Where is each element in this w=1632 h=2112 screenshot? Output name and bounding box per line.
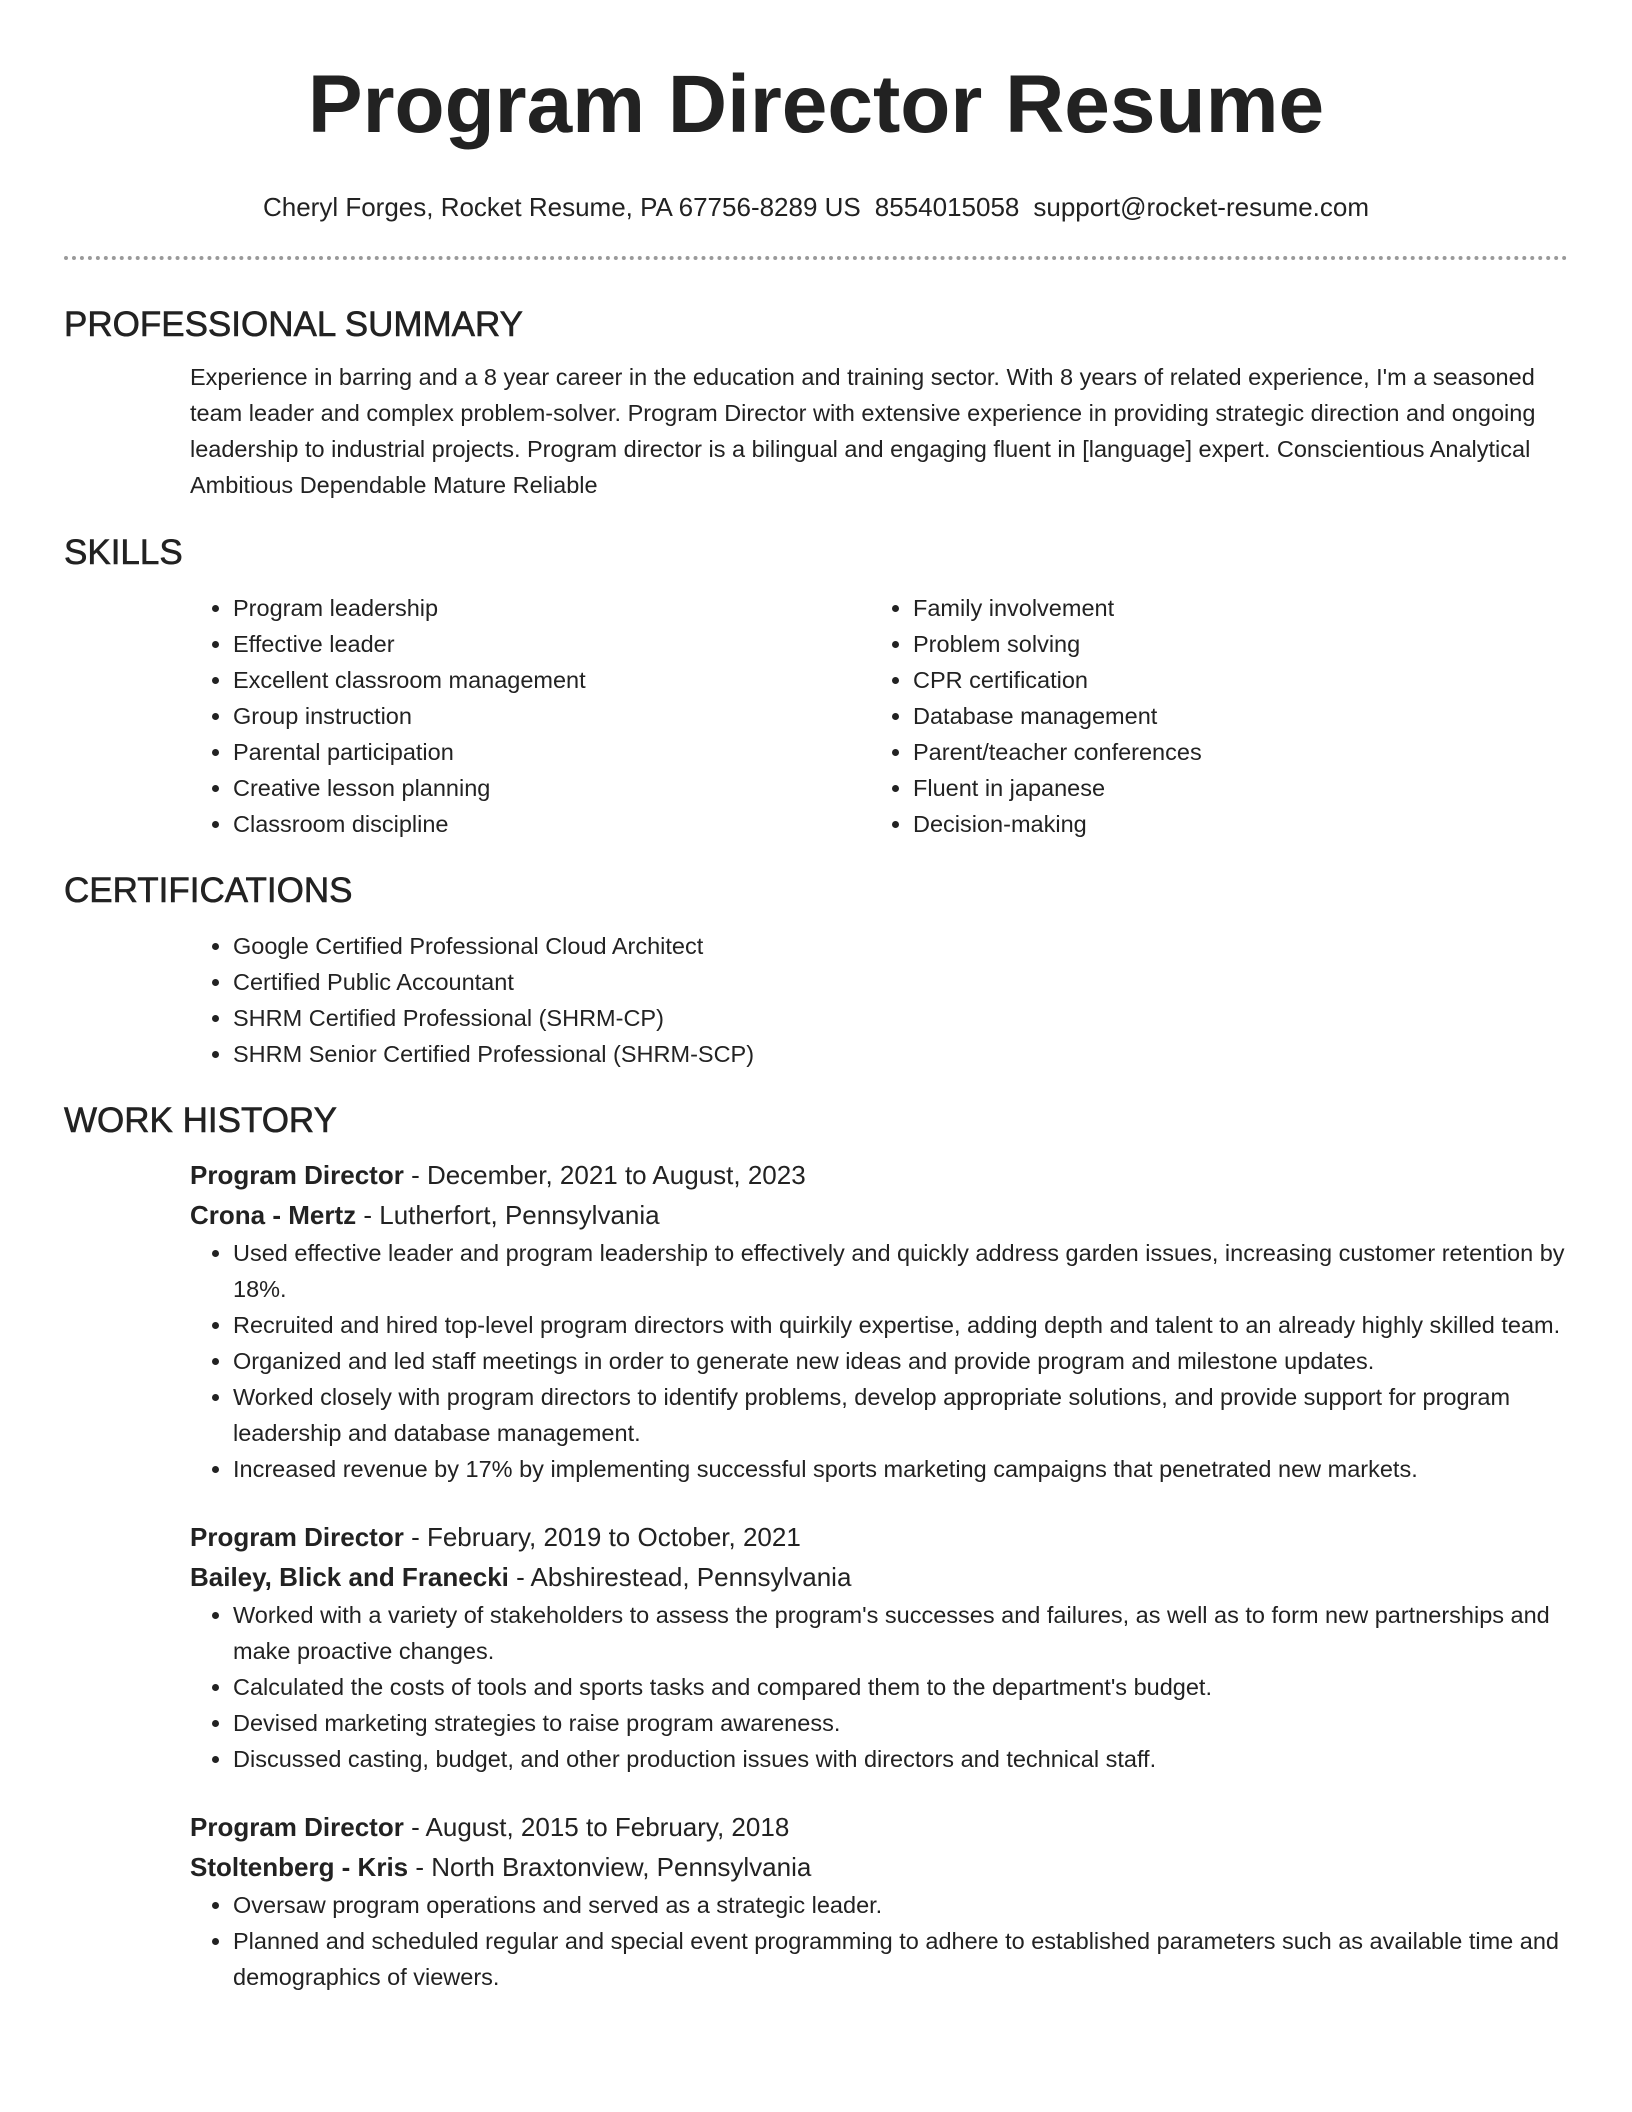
job-bullet: • Recruited and hired top-level program directors with quirkily expertise, adding depth and talent to an already highly skilled team.	[233, 1307, 1568, 1343]
skills-column-right	[870, 590, 1550, 842]
skill-item: • Parent/teacher conferences	[913, 734, 1550, 770]
job-bullet: • Worked closely with program directors to identify problems, develop appropriate solutions, and provide support for program leadership and database management.	[233, 1379, 1568, 1451]
job-entry	[190, 1517, 1568, 1777]
skill-item: • Group instruction	[233, 698, 870, 734]
summary-heading: PROFESSIONAL SUMMARY	[64, 305, 523, 344]
job-company-line	[190, 1557, 1568, 1597]
job-bullet: • Used effective leader and program leadership to effectively and quickly address garden issues, increasing customer retention by 18%.	[233, 1235, 1568, 1307]
job-responsibilities	[190, 1235, 1568, 1487]
work-history-heading: WORK HISTORY	[64, 1101, 337, 1140]
job-bullet: • Increased revenue by 17% by implementing successful sports marketing campaigns that penetrated new markets.	[233, 1451, 1568, 1487]
job-location: - Abshirestead, Pennsylvania	[508, 1562, 852, 1592]
certification-item: • SHRM Senior Certified Professional (SHRM-SCP)	[233, 1036, 1568, 1072]
skill-item: • Effective leader	[233, 626, 870, 662]
job-entry	[190, 1155, 1568, 1487]
contact-phone: 8554015058	[874, 192, 1020, 222]
job-title: Program Director	[190, 1522, 404, 1552]
job-title-line	[190, 1155, 1568, 1195]
job-bullet: • Worked with a variety of stakeholders to assess the program's successes and failures, as well as to form new partnerships and make proactive changes.	[233, 1597, 1568, 1669]
job-responsibilities	[190, 1597, 1568, 1777]
job-bullet: • Discussed casting, budget, and other production issues with directors and technical staff.	[233, 1741, 1568, 1777]
certifications-heading: CERTIFICATIONS	[64, 871, 353, 910]
job-location: - North Braxtonview, Pennsylvania	[408, 1852, 812, 1882]
job-title: Program Director	[190, 1812, 404, 1842]
certification-item: • Google Certified Professional Cloud Architect	[233, 928, 1568, 964]
job-bullet: • Oversaw program operations and served as a strategic leader.	[233, 1887, 1568, 1923]
job-location: - Lutherfort, Pennsylvania	[356, 1200, 660, 1230]
job-dates: - December, 2021 to August, 2023	[403, 1160, 806, 1190]
job-company: Bailey, Blick and Franecki	[190, 1562, 509, 1592]
job-bullet: • Calculated the costs of tools and sports tasks and compared them to the department's budget.	[233, 1669, 1568, 1705]
resume-title: Program Director Resume	[307, 59, 1325, 150]
skill-item: • Decision-making	[913, 806, 1550, 842]
certifications-list	[190, 928, 1568, 1072]
job-company-line	[190, 1847, 1568, 1887]
job-dates: - February, 2019 to October, 2021	[403, 1522, 801, 1552]
skills-column-left	[190, 590, 870, 842]
skill-item: • Family involvement	[913, 590, 1550, 626]
skill-item: • Parental participation	[233, 734, 870, 770]
skill-item: • Fluent in japanese	[913, 770, 1550, 806]
job-dates: - August, 2015 to February, 2018	[403, 1812, 790, 1842]
job-responsibilities	[190, 1887, 1568, 1995]
summary-text: Experience in barring and a 8 year career in the education and training sector. With 8 years of related experience, I'm a seasoned team leader and complex problem-solver. Program Director with extensive experience in providing strategic direction and ongoing leadership to industrial projects. Program director is a bilingual and engaging fluent in [language] expert. Conscientious Analytical Ambitious Dependable Mature Reliable	[190, 364, 1536, 498]
skills-heading: SKILLS	[64, 533, 183, 572]
skill-item: • Classroom discipline	[233, 806, 870, 842]
skill-item: • CPR certification	[913, 662, 1550, 698]
job-company-line	[190, 1195, 1568, 1235]
contact-line	[64, 191, 1568, 223]
job-bullet: • Organized and led staff meetings in order to generate new ideas and provide program and milestone updates.	[233, 1343, 1568, 1379]
certification-item: • Certified Public Accountant	[233, 964, 1568, 1000]
skill-item: • Excellent classroom management	[233, 662, 870, 698]
job-entry	[190, 1807, 1568, 1995]
job-title: Program Director	[190, 1160, 404, 1190]
skill-item: • Database management	[913, 698, 1550, 734]
skill-item: • Problem solving	[913, 626, 1550, 662]
skills-list	[190, 590, 1568, 842]
certification-item: • SHRM Certified Professional (SHRM-CP)	[233, 1000, 1568, 1036]
job-title-line	[190, 1807, 1568, 1847]
contact-email: support@rocket-resume.com	[1033, 192, 1370, 222]
job-bullet: • Devised marketing strategies to raise program awareness.	[233, 1705, 1568, 1741]
job-company: Crona - Mertz	[190, 1200, 357, 1230]
skill-item: • Program leadership	[233, 590, 870, 626]
job-title-line	[190, 1517, 1568, 1557]
resume-page	[64, 0, 1568, 1995]
job-bullet: • Planned and scheduled regular and special event programming to adhere to established parameters such as available time and demographics of viewers.	[233, 1923, 1568, 1995]
header-divider	[64, 256, 1568, 260]
job-company: Stoltenberg - Kris	[190, 1852, 409, 1882]
skill-item: • Creative lesson planning	[233, 770, 870, 806]
contact-address: Cheryl Forges, Rocket Resume, PA 67756-8289 US	[262, 192, 861, 222]
